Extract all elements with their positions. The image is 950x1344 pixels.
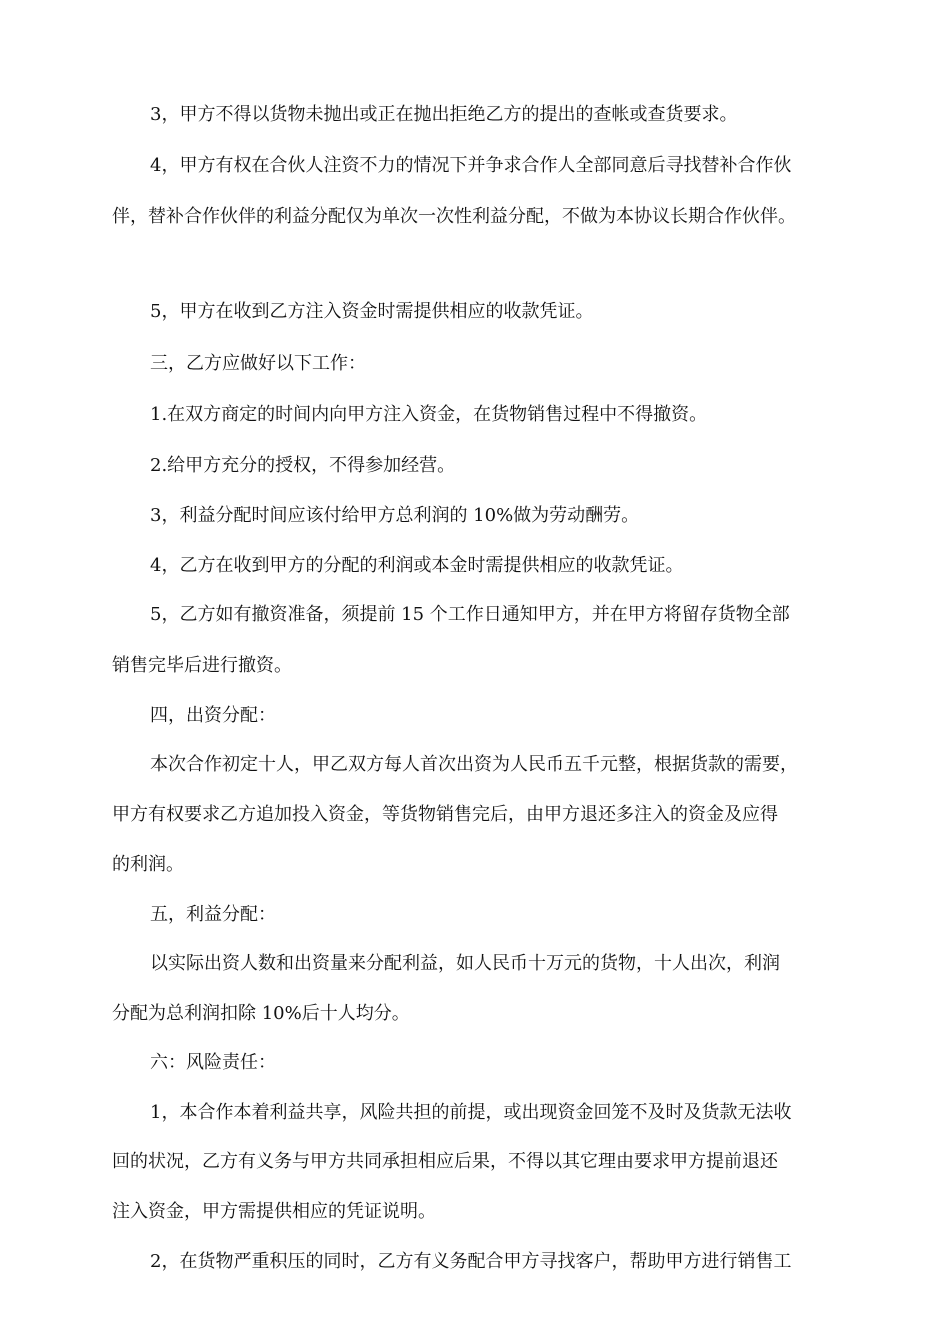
clause-b1-text: 1.在双方商定的时间内向甲方注入资金，在货物销售过程中不得撤资。 — [150, 404, 708, 425]
clause-c1-text-line3: 注入资金，甲方需提供相应的凭证说明。 — [112, 1201, 436, 1222]
clause-c1-text-line1: 1，本合作本着利益共享，风险共担的前提，或出现资金回笼不及时及货款无法收 — [150, 1102, 792, 1123]
section-four-para-line1: 本次合作初定十人，甲乙双方每人首次出资为人民币五千元整，根据货款的需要， — [150, 754, 798, 775]
clause-b5-text-line1: 5，乙方如有撤资准备，须提前 15 个工作日通知甲方，并在甲方将留存货物全部 — [150, 604, 790, 625]
clause-b5-text-line2: 销售完毕后进行撤资。 — [112, 655, 292, 676]
section-six-heading: 六：风险责任： — [150, 1052, 276, 1073]
clause-a4-text-line1: 4，甲方有权在合伙人注资不力的情况下并争求合作人全部同意后寻找替补合作伙 — [150, 155, 792, 176]
clause-b3-text: 3，利益分配时间应该付给甲方总利润的 10%做为劳动酬劳。 — [150, 505, 640, 526]
section-five-heading: 五，利益分配： — [150, 904, 276, 925]
clause-a4-text-line2: 伴，替补合作伙伴的利益分配仅为单次一次性利益分配，不做为本协议长期合作伙伴。 — [112, 206, 796, 227]
clause-a3-text: 3，甲方不得以货物未抛出或正在抛出拒绝乙方的提出的查帐或查货要求。 — [150, 104, 738, 125]
clause-b4-text: 4，乙方在收到甲方的分配的利润或本金时需提供相应的收款凭证。 — [150, 555, 684, 576]
clause-a5-text: 5，甲方在收到乙方注入资金时需提供相应的收款凭证。 — [150, 301, 594, 322]
section-five-para-line2: 分配为总利润扣除 10%后十人均分。 — [112, 1003, 410, 1024]
section-five-para-line1: 以实际出资人数和出资量来分配利益，如人民币十万元的货物，十人出次，利润 — [150, 953, 780, 974]
clause-c2-text-line1: 2，在货物严重积压的同时，乙方有义务配合甲方寻找客户，帮助甲方进行销售工 — [150, 1251, 792, 1272]
section-four-heading: 四，出资分配： — [150, 705, 276, 726]
section-four-para-line2: 甲方有权要求乙方追加投入资金，等货物销售完后，由甲方退还多注入的资金及应得 — [112, 804, 778, 825]
section-three-heading: 三，乙方应做好以下工作： — [150, 353, 366, 374]
section-four-para-line3: 的利润。 — [112, 854, 184, 875]
clause-b2-text: 2.给甲方充分的授权，不得参加经营。 — [150, 455, 456, 476]
clause-c1-text-line2: 回的状况，乙方有义务与甲方共同承担相应后果，不得以其它理由要求甲方提前退还 — [112, 1151, 778, 1172]
